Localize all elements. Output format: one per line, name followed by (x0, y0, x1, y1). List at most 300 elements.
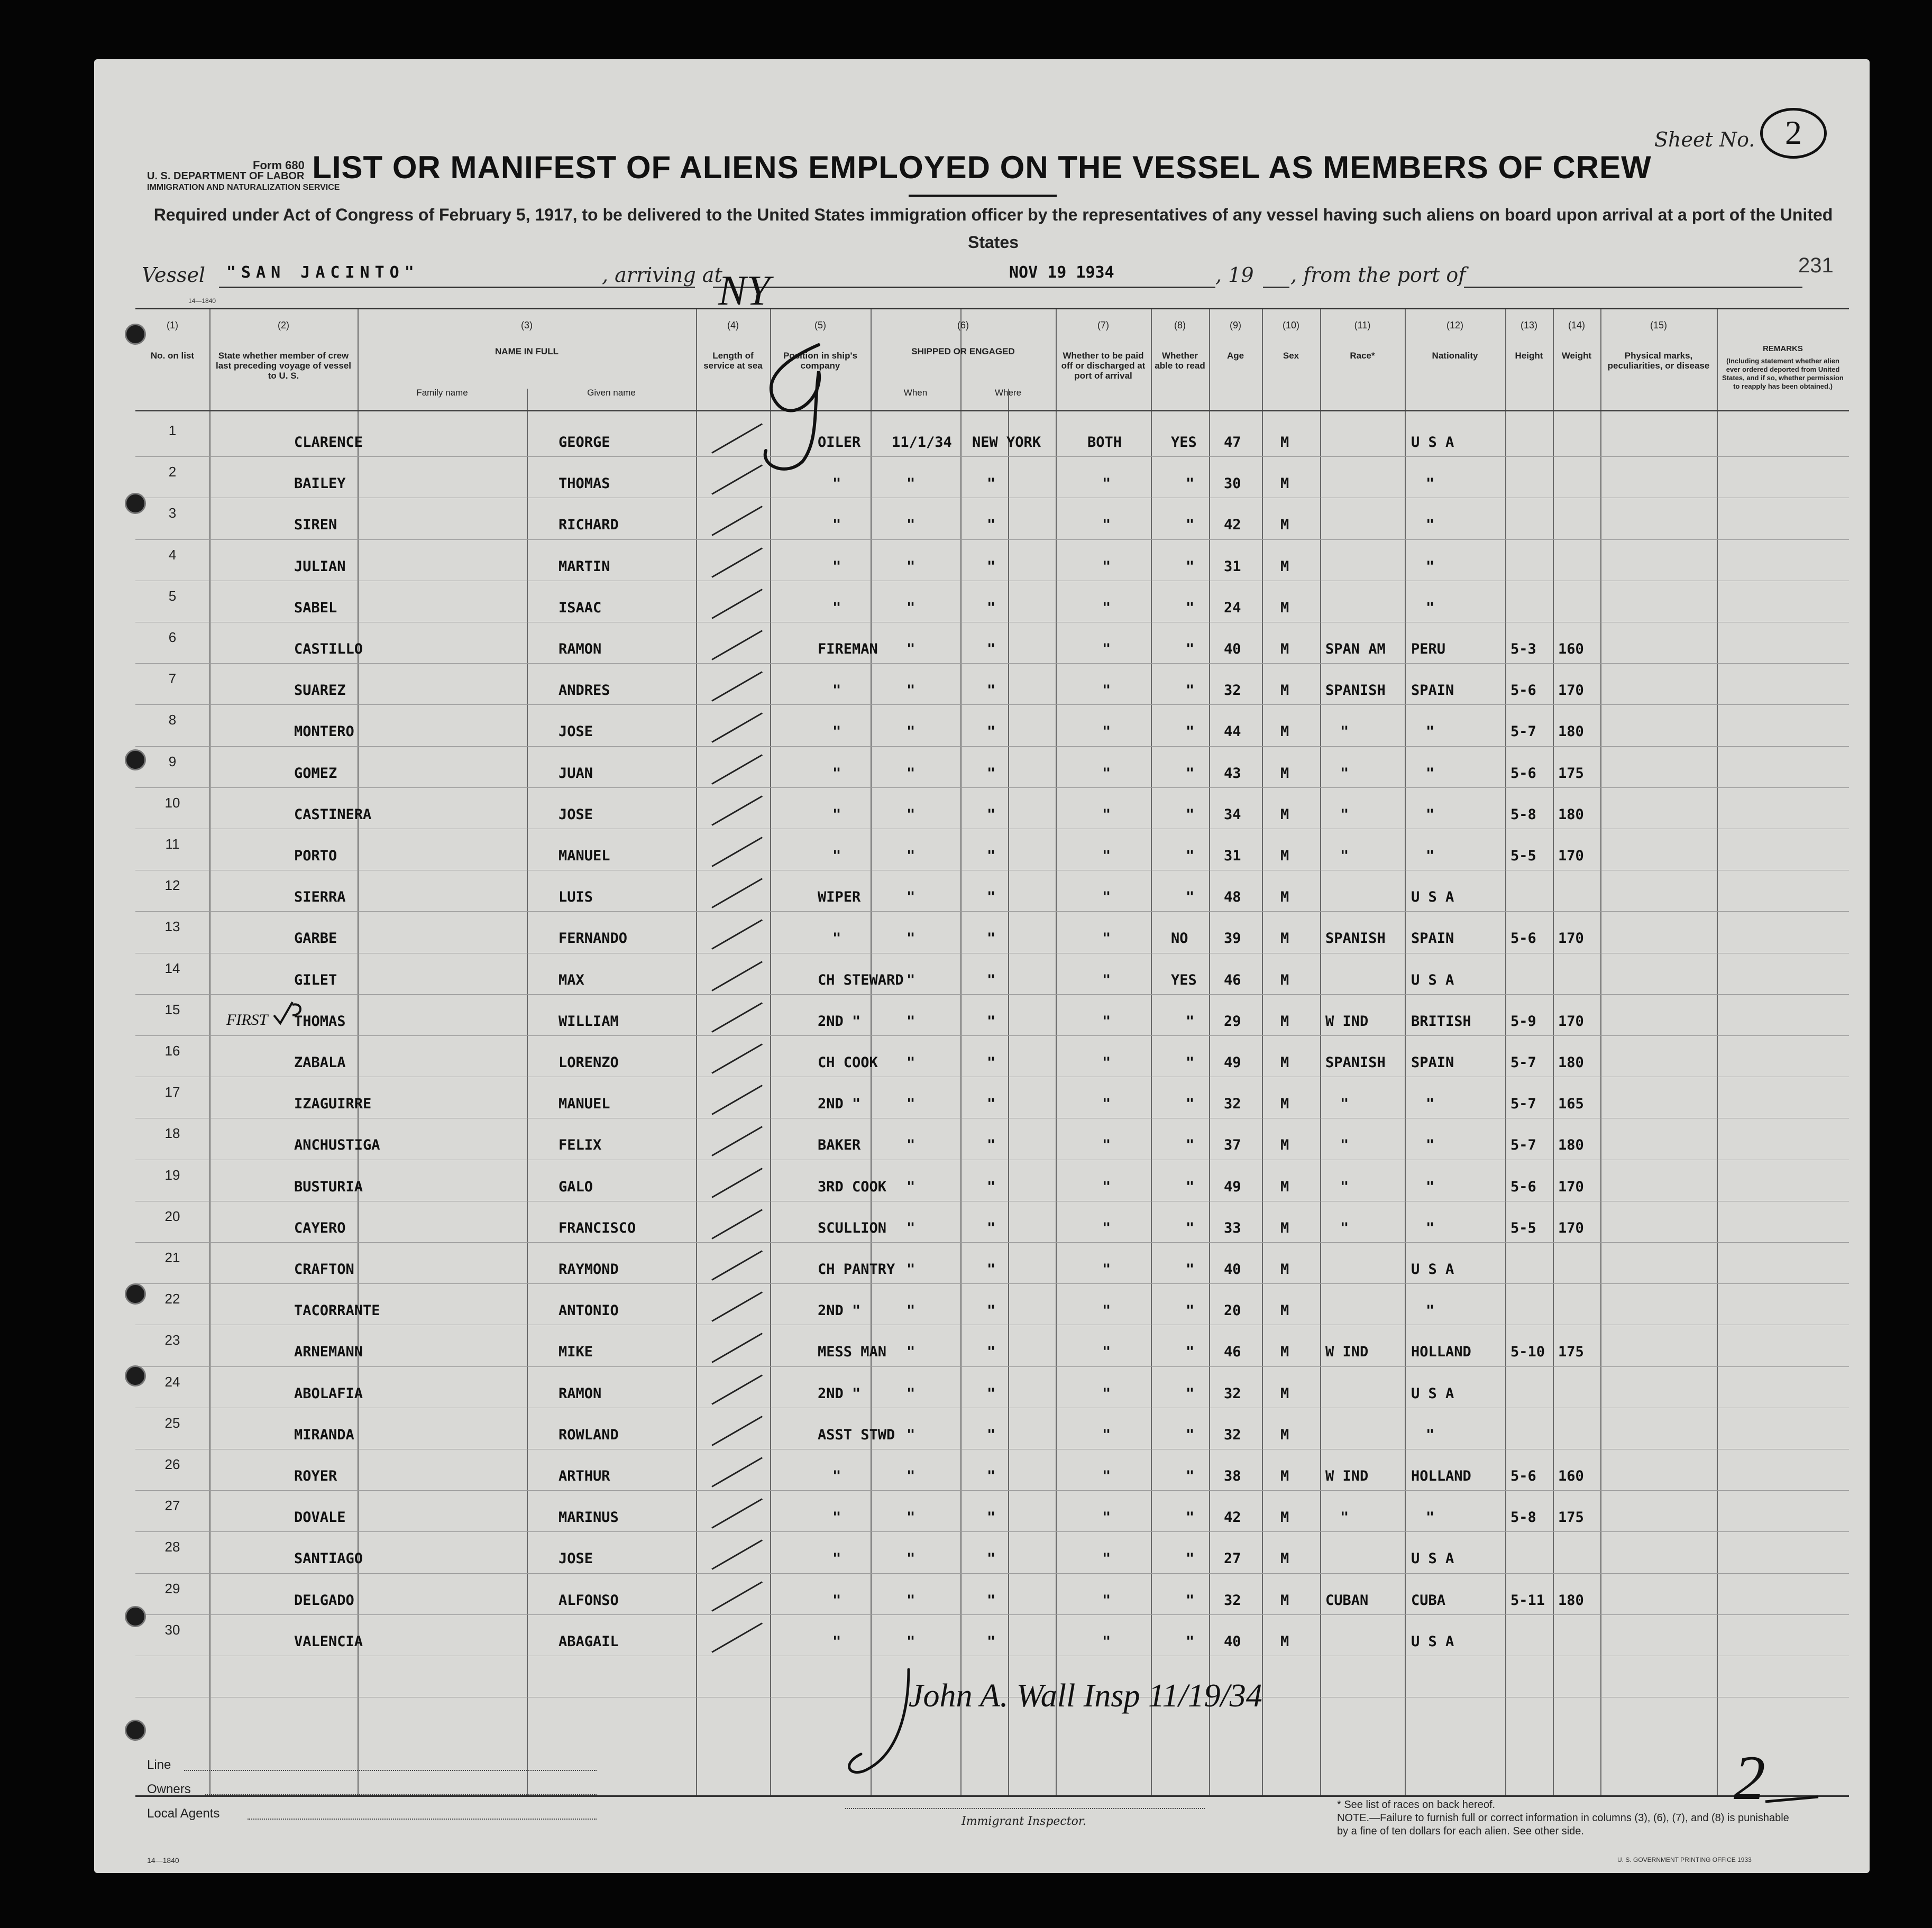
cell-sex: M (1280, 1385, 1289, 1402)
cell-sex: M (1280, 930, 1289, 947)
cell-paid: " (1102, 1426, 1111, 1443)
cell-age: 43 (1224, 765, 1241, 782)
cell-family: MONTERO (294, 723, 354, 740)
cell-age: 39 (1224, 930, 1241, 947)
cell-when: " (907, 1385, 915, 1402)
cell-given: THOMAS (558, 475, 610, 492)
cell-when: " (907, 889, 915, 906)
cell-sex: M (1280, 1426, 1289, 1443)
column-number-c2: (2) (278, 320, 289, 330)
cell-when: " (907, 558, 915, 575)
cell-sex: M (1280, 1633, 1289, 1650)
cell-race: " (1340, 848, 1349, 864)
service-check-mark-icon (711, 671, 763, 702)
cell-when: " (907, 1509, 915, 1526)
row-rule (135, 663, 1849, 664)
cell-sex: M (1280, 765, 1289, 782)
cell-given: JUAN (558, 765, 593, 782)
row-number: 5 (168, 587, 177, 604)
column-header-c10: Sex (1283, 351, 1299, 361)
cell-nationality: " (1426, 1096, 1435, 1113)
cell-given: ALFONSO (558, 1592, 619, 1609)
column-divider (871, 309, 872, 1795)
cell-position: " (832, 475, 841, 492)
cell-family: SANTIAGO (294, 1550, 363, 1567)
cell-height: 5-9 (1510, 1013, 1536, 1030)
cell-age: 49 (1224, 1054, 1241, 1071)
cell-position: 3RD COOK (818, 1178, 887, 1195)
row-number: 16 (164, 1043, 180, 1059)
cell-weight: 175 (1558, 1509, 1584, 1526)
cell-age: 48 (1224, 889, 1241, 906)
cell-age: 46 (1224, 971, 1241, 988)
cell-family: ABOLAFIA (294, 1385, 363, 1402)
year-field[interactable] (1263, 263, 1289, 288)
cell-position: CH COOK (818, 1054, 878, 1071)
row-rule (135, 994, 1849, 995)
cell-where: " (987, 1509, 996, 1526)
footer-agents-label: Local Agents (147, 1806, 220, 1821)
row-number: 29 (164, 1580, 180, 1596)
cell-sex: M (1280, 1302, 1289, 1319)
binder-hole-icon (125, 324, 146, 345)
column-header-c13: Height (1515, 351, 1543, 361)
cell-age: 47 (1224, 434, 1241, 451)
cell-age: 31 (1224, 558, 1241, 575)
cell-read: " (1186, 1261, 1195, 1278)
cell-where: " (987, 930, 996, 947)
cell-position: " (832, 765, 841, 782)
cell-paid: " (1102, 599, 1111, 616)
cell-age: 49 (1224, 1178, 1241, 1195)
cell-given: ANDRES (558, 682, 610, 699)
cell-read: " (1186, 1178, 1195, 1195)
cell-read: " (1186, 1344, 1195, 1361)
cell-family: ZABALA (294, 1054, 346, 1071)
sheet-number-label: Sheet No. (1654, 128, 1755, 151)
column-number-c8: (8) (1174, 320, 1186, 330)
cell-when: " (907, 1054, 915, 1071)
cell-age: 40 (1224, 1261, 1241, 1278)
row-number: 27 (164, 1498, 180, 1514)
arriving-at-handwriting (708, 267, 930, 314)
binder-hole-icon (125, 1365, 146, 1387)
cell-nationality: HOLLAND (1411, 1468, 1471, 1484)
form-code-top: 14—1840 (188, 297, 216, 305)
crew-table (135, 308, 1849, 1797)
cell-given: LUIS (558, 889, 593, 906)
cell-where: " (987, 1178, 996, 1195)
cell-weight: 180 (1558, 723, 1584, 740)
column-divider (358, 309, 359, 1795)
cell-height: 5-7 (1510, 723, 1536, 740)
cell-nationality: " (1426, 1178, 1435, 1195)
cell-height: 5-3 (1510, 641, 1536, 657)
column-header-c2: State whether member of crew last preceding voyage of vessel to U. S. (215, 351, 352, 381)
column-header-c6: SHIPPED OR ENGAGED (911, 346, 1015, 356)
cell-race: " (1340, 1509, 1349, 1526)
row-number: 7 (168, 671, 177, 687)
cell-height: 5-5 (1510, 1219, 1536, 1236)
cell-position: " (832, 848, 841, 864)
cell-family: CASTINERA (294, 806, 372, 823)
agents-field[interactable] (248, 1818, 597, 1820)
cell-position: OILER (818, 434, 861, 451)
cell-where: " (987, 889, 996, 906)
cell-paid: " (1102, 1219, 1111, 1236)
when-header: When (903, 388, 928, 398)
cell-height: 5-8 (1510, 1509, 1536, 1526)
cell-paid: " (1102, 848, 1111, 864)
cell-given: ARTHUR (558, 1468, 610, 1484)
service-check-mark-icon (711, 1540, 763, 1571)
cell-weight: 170 (1558, 930, 1584, 947)
cell-position: " (832, 1509, 841, 1526)
column-divider (960, 309, 962, 1795)
row-rule (135, 1242, 1849, 1243)
service-name: IMMIGRATION AND NATURALIZATION SERVICE (147, 183, 340, 192)
footer-line-label: Line (147, 1758, 171, 1772)
line-field[interactable] (184, 1769, 597, 1771)
cell-sex: M (1280, 1468, 1289, 1484)
cell-where: " (987, 1550, 996, 1567)
from-port-field[interactable] (1464, 263, 1802, 288)
manifest-sheet (94, 59, 1870, 1873)
corner-number: 2 (1734, 1746, 1765, 1810)
row-number: 23 (164, 1332, 180, 1348)
row-number: 10 (164, 794, 180, 811)
row-number: 18 (164, 1125, 180, 1142)
row-number: 21 (164, 1250, 180, 1265)
cell-where: " (987, 599, 996, 616)
cell-read: " (1186, 1550, 1195, 1567)
cell-position: " (832, 682, 841, 699)
cell-paid: " (1102, 1509, 1111, 1526)
cell-where: " (987, 517, 996, 534)
cell-read: " (1186, 558, 1195, 575)
column-divider (770, 309, 771, 1795)
cell-height: 5-6 (1510, 1178, 1536, 1195)
cell-sex: M (1280, 517, 1289, 534)
year-label: , 19 (1215, 263, 1254, 287)
first-annotation: FIRST (226, 1011, 268, 1029)
row-number: 17 (164, 1084, 180, 1100)
cell-where: " (987, 971, 996, 988)
cell-when: " (907, 517, 915, 534)
cell-race: " (1340, 765, 1349, 782)
cell-height: 5-6 (1510, 1468, 1536, 1484)
row-number: 30 (164, 1621, 180, 1638)
cell-where: NEW YORK (972, 434, 1041, 451)
cell-paid: " (1102, 558, 1111, 575)
cell-age: 24 (1224, 599, 1241, 616)
cell-nationality: U S A (1411, 1385, 1454, 1402)
service-check-mark-icon (711, 754, 763, 785)
cell-when: " (907, 1592, 915, 1609)
cell-paid: " (1102, 1633, 1111, 1650)
cell-where: " (987, 1302, 996, 1319)
cell-when: " (907, 1096, 915, 1113)
cell-age: 40 (1224, 641, 1241, 657)
cell-nationality: " (1426, 1426, 1435, 1443)
cell-position: 2ND " (818, 1302, 861, 1319)
cell-age: 34 (1224, 806, 1241, 823)
cell-sex: M (1280, 1344, 1289, 1361)
column-number-c9: (9) (1230, 320, 1241, 330)
cell-read: " (1186, 1054, 1195, 1071)
cell-sex: M (1280, 889, 1289, 906)
service-check-mark-icon (711, 837, 763, 867)
cell-family: IZAGUIRRE (294, 1096, 372, 1113)
cell-given: MANUEL (558, 848, 610, 864)
signature-text: John A. Wall Insp 11/19/34 (909, 1678, 1262, 1714)
binder-hole-icon (125, 749, 146, 770)
cell-sex: M (1280, 1550, 1289, 1567)
cell-given: MAX (558, 971, 584, 988)
cell-paid: " (1102, 1468, 1111, 1484)
cell-sex: M (1280, 1219, 1289, 1236)
cell-position: SCULLION (818, 1219, 887, 1236)
cell-sex: M (1280, 1096, 1289, 1113)
corner-number-handwriting (1728, 1746, 1824, 1810)
row-rule (135, 911, 1849, 912)
column-header-c9: Age (1226, 351, 1244, 361)
cell-given: GALO (558, 1178, 593, 1195)
cell-age: 30 (1224, 475, 1241, 492)
cell-where: " (987, 1468, 996, 1484)
cell-weight: 175 (1558, 1344, 1584, 1361)
cell-paid: " (1102, 1013, 1111, 1030)
cell-family: ANCHUSTIGA (294, 1137, 380, 1154)
row-number: 14 (164, 960, 180, 976)
cell-family: MIRANDA (294, 1426, 354, 1443)
cell-paid: " (1102, 723, 1111, 740)
cell-age: 42 (1224, 517, 1241, 534)
cell-family: DELGADO (294, 1592, 354, 1609)
cell-race: CUBAN (1325, 1592, 1369, 1609)
cell-height: 5-7 (1510, 1137, 1536, 1154)
cell-given: ABAGAIL (558, 1633, 619, 1650)
cell-position: CH PANTRY (818, 1261, 895, 1278)
service-check-mark-icon (711, 506, 763, 537)
service-check-mark-icon (711, 1168, 763, 1198)
cell-paid: " (1102, 1385, 1111, 1402)
cell-read: " (1186, 723, 1195, 740)
cell-read: YES (1171, 434, 1197, 451)
cell-height: 5-6 (1510, 930, 1536, 947)
cell-paid: " (1102, 1054, 1111, 1071)
cell-sex: M (1280, 434, 1289, 451)
cell-position: FIREMAN (818, 641, 878, 657)
cell-when: " (907, 971, 915, 988)
cell-position: CH STEWARD (818, 971, 904, 988)
cell-paid: " (1102, 1302, 1111, 1319)
service-check-mark-icon (711, 630, 763, 660)
column-divider (1151, 309, 1152, 1795)
cell-race: SPANISH (1325, 1054, 1386, 1071)
cell-age: 32 (1224, 1385, 1241, 1402)
service-check-mark-icon (711, 1416, 763, 1446)
cell-sex: M (1280, 641, 1289, 657)
cell-weight: 160 (1558, 1468, 1584, 1484)
arriving-at-value: NY (718, 268, 770, 314)
cell-position: " (832, 1468, 841, 1484)
column-divider (1553, 309, 1554, 1795)
cell-where: " (987, 1013, 996, 1030)
column-header-c7: Whether to be paid off or discharged at port of arrival (1061, 351, 1146, 381)
cell-family: GARBE (294, 930, 337, 947)
cell-given: MARTIN (558, 558, 610, 575)
service-check-mark-icon (711, 1126, 763, 1157)
cell-height: 5-7 (1510, 1054, 1536, 1071)
cell-paid: " (1102, 517, 1111, 534)
cell-nationality: U S A (1411, 1633, 1454, 1650)
cell-nationality: BRITISH (1411, 1013, 1471, 1030)
form-code-bottom: 14—1840 (147, 1856, 179, 1865)
cell-family: ROYER (294, 1468, 337, 1484)
cell-family: TACORRANTE (294, 1302, 380, 1319)
cell-paid: " (1102, 971, 1111, 988)
cell-where: " (987, 723, 996, 740)
cell-where: " (987, 1219, 996, 1236)
cell-race: W IND (1325, 1344, 1369, 1361)
service-check-mark-icon (711, 920, 763, 950)
row-rule (135, 746, 1849, 747)
row-rule (135, 1531, 1849, 1532)
column-number-c11: (11) (1354, 320, 1371, 330)
cell-position: " (832, 723, 841, 740)
service-check-mark-icon (711, 1209, 763, 1240)
cell-read: " (1186, 1633, 1195, 1650)
vessel-line (142, 263, 205, 287)
column-header-c8: Whether able to read (1155, 351, 1205, 371)
cell-where: " (987, 1344, 996, 1361)
cell-read: " (1186, 1137, 1195, 1154)
cell-age: 37 (1224, 1137, 1241, 1154)
column-number-c4: (4) (727, 320, 739, 330)
row-number: 6 (168, 629, 177, 645)
cell-height: 5-6 (1510, 682, 1536, 699)
service-check-mark-icon (711, 1333, 763, 1364)
cell-given: WILLIAM (558, 1013, 619, 1030)
row-number: 26 (164, 1456, 180, 1472)
column-divider (1405, 309, 1406, 1795)
cell-sex: M (1280, 1178, 1289, 1195)
service-check-mark-icon (711, 878, 763, 908)
cell-age: 40 (1224, 1633, 1241, 1650)
cell-family: SIERRA (294, 889, 346, 906)
cell-nationality: U S A (1411, 971, 1454, 988)
column-number-c1: (1) (167, 320, 178, 330)
cell-family: SUAREZ (294, 682, 346, 699)
cell-when: " (907, 1550, 915, 1567)
cell-paid: " (1102, 475, 1111, 492)
cell-position: ASST STWD (818, 1426, 895, 1443)
cell-nationality: " (1426, 599, 1435, 616)
inspector-field[interactable] (845, 1807, 1205, 1809)
column-divider (1209, 309, 1210, 1795)
cell-paid: " (1102, 1096, 1111, 1113)
cell-family: JULIAN (294, 558, 346, 575)
cell-position: " (832, 1592, 841, 1609)
cell-where: " (987, 641, 996, 657)
cell-paid: " (1102, 1550, 1111, 1567)
cell-family: GILET (294, 971, 337, 988)
cell-family: SABEL (294, 599, 337, 616)
cell-read: " (1186, 889, 1195, 906)
column-header-c5: Position in ship's company (783, 351, 858, 371)
cell-height: 5-6 (1510, 765, 1536, 782)
column-divider (1505, 309, 1506, 1795)
column-header-c16: REMARKS (1763, 344, 1803, 353)
service-check-mark-icon (711, 1622, 763, 1653)
cell-read: " (1186, 1426, 1195, 1443)
form-number: Form 680 (253, 159, 305, 172)
cell-where: " (987, 475, 996, 492)
row-rule (135, 1573, 1849, 1574)
cell-where: " (987, 1096, 996, 1113)
cell-sex: M (1280, 599, 1289, 616)
cell-family: GOMEZ (294, 765, 337, 782)
cell-nationality: SPAIN (1411, 930, 1454, 947)
where-header: Where (994, 388, 1022, 398)
cell-where: " (987, 1261, 996, 1278)
cell-position: 2ND " (818, 1013, 861, 1030)
cell-paid: " (1102, 765, 1111, 782)
service-check-mark-icon (711, 1250, 763, 1281)
service-check-mark-icon (711, 1085, 763, 1115)
service-check-mark-icon (711, 547, 763, 578)
cell-race: SPANISH (1325, 930, 1386, 947)
page-subtitle: Required under Act of Congress of February 5, 1917, to be delivered to the United States immigration officer by the representatives of any vessel having such aliens on board upon arrival at a port of the United States (153, 205, 1833, 252)
date-field[interactable] (993, 263, 1215, 288)
cell-position: WIPER (818, 889, 861, 906)
cell-age: 32 (1224, 1426, 1241, 1443)
cell-race: SPANISH (1325, 682, 1386, 699)
cell-given: RAMON (558, 1385, 602, 1402)
cell-age: 33 (1224, 1219, 1241, 1236)
cell-race: " (1340, 723, 1349, 740)
cell-age: 29 (1224, 1013, 1241, 1030)
cell-when: " (907, 1344, 915, 1361)
cell-position: MESS MAN (818, 1344, 887, 1361)
row-number: 12 (164, 877, 180, 894)
cell-age: 31 (1224, 848, 1241, 864)
cell-paid: BOTH (1087, 434, 1122, 451)
cell-sex: M (1280, 1013, 1289, 1030)
cell-when: " (907, 723, 915, 740)
cell-given: JOSE (558, 1550, 593, 1567)
cell-age: 32 (1224, 682, 1241, 699)
arriving-label: , arriving at (602, 263, 722, 287)
row-number: 13 (164, 919, 180, 935)
inspector-signature (829, 1648, 1411, 1786)
service-check-mark-icon (711, 1043, 763, 1074)
cell-weight: 170 (1558, 1013, 1584, 1030)
owners-field[interactable] (205, 1794, 597, 1795)
row-number: 1 (168, 423, 177, 438)
row-number: 11 (165, 836, 180, 852)
cell-family: CRAFTON (294, 1261, 354, 1278)
cell-position: " (832, 806, 841, 823)
cell-position: " (832, 1633, 841, 1650)
column-header-c4: Length of service at sea (703, 351, 763, 371)
cell-sex: M (1280, 1137, 1289, 1154)
cell-weight: 180 (1558, 1592, 1584, 1609)
races-note: * See list of races on back hereof. (1337, 1799, 1496, 1811)
binder-hole-icon (125, 1283, 146, 1305)
cell-given: JOSE (558, 723, 593, 740)
